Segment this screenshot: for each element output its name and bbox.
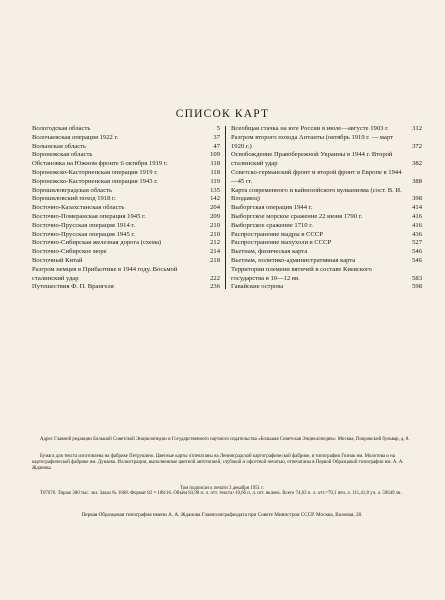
map-entry-title: Восточно-Казахстанская область (32, 204, 125, 212)
map-entry-title: Выборгская операция 1944 г. (231, 204, 313, 212)
map-entry-page: 37 (213, 133, 220, 141)
map-entry (231, 248, 422, 257)
map-entry (231, 169, 422, 187)
map-entry-title: Разгром второго похода Антанты (октябрь 1919 г. — март 1920 г.) (231, 133, 393, 150)
map-entry-title: Ворошиловский поход 1918 г. (32, 195, 116, 203)
map-entry-page: 436 (412, 230, 422, 238)
map-entry (231, 239, 422, 248)
column-divider (225, 126, 226, 289)
map-entry (32, 222, 220, 231)
map-entry-title: Путешествия Ф. П. Врангеля (32, 283, 114, 291)
map-entry (32, 204, 220, 213)
map-entry-title: Советско-германский фронт и второй фронт в Европе в 1944—45 гг. (231, 168, 402, 185)
signed-text: Том подписан к печати 3 декабря 1951 г. (180, 486, 264, 491)
map-entry-title: Восточно-Сибирская железная дорога (схема) (32, 239, 162, 247)
print-specs (32, 491, 412, 497)
map-entry-page: 210 (210, 221, 220, 229)
map-entry-page: 416 (412, 212, 422, 220)
map-entry (231, 266, 422, 284)
map-entry-title: Вьетнам, физическая карта (231, 248, 308, 256)
map-entry (32, 160, 220, 169)
map-entry-page: 583 (412, 274, 422, 282)
map-entry-page: 222 (210, 274, 220, 282)
map-entry-title: Воронежско-Касторненская операция 1943 г. (32, 177, 158, 185)
map-entry-page: 135 (210, 186, 220, 194)
map-entry (32, 178, 220, 187)
map-entry-page: 210 (210, 230, 220, 238)
map-entry (32, 134, 220, 143)
map-list-left-column (32, 125, 220, 292)
map-entry-page: 109 (210, 151, 220, 159)
printer-text: Первая Образцовая типография имени А. А. Жданова Главполиграфиздата при Совете Министров СССР. Москва, Валовая, 28. (81, 512, 363, 518)
map-entry-page: 372 (412, 142, 422, 150)
map-entry (231, 204, 422, 213)
map-entry (231, 231, 422, 240)
map-entry-page: 416 (412, 221, 422, 229)
map-entry-title: Вологодская область (32, 125, 91, 132)
map-entry (231, 222, 422, 231)
map-list-right-column (231, 125, 422, 292)
map-entry (32, 248, 220, 257)
map-entry-title: Выборгское сражение 1710 г. (231, 221, 313, 229)
map-entry-page: 527 (412, 239, 422, 247)
map-entry-title: Восточно-Прусская операция 1914 г. (32, 221, 136, 229)
page-title: СПИСОК КАРТ (175, 108, 270, 120)
map-entry-page: 118 (210, 168, 220, 176)
map-entry (231, 213, 422, 222)
map-entry-title: Волочаевская операция 1922 г. (32, 133, 119, 141)
map-entry-title: Освобождение Правобережной Украины в 1944 г. Второй сталинский удар (231, 151, 393, 168)
map-entry-title: Территории племени вятичей в составе Киевского государства в 10—12 вв. (231, 265, 372, 282)
map-entry (231, 151, 422, 169)
map-entry-title: Воронежская область (32, 151, 93, 159)
publisher-address (32, 437, 412, 443)
printer-note (32, 512, 412, 518)
map-entry-page: 598 (412, 283, 422, 291)
map-entry (32, 257, 220, 266)
map-entry-title: Всеобщая стачка на юге России в июле—августе 1903 г. (231, 125, 389, 132)
map-entry-title: Разгром немцев в Прибалтике в 1944 году. Восьмой сталинский удар (32, 265, 178, 282)
address-text: Адрес Главной редакции Большой Советской Энциклопедии и Государственного научного издательства «Большая Советская Энциклопедия»: Москва, Покровский бульвар, д. 8. (40, 437, 410, 442)
map-entry (32, 283, 220, 292)
map-entry-page: 236 (210, 283, 220, 291)
map-entry-page: 214 (210, 248, 220, 256)
map-entry-title: Восточно-Померанская операция 1945 г. (32, 212, 146, 220)
map-entry (32, 187, 220, 196)
map-entry-title: Вьетнам, политико-административная карта (231, 256, 356, 264)
map-entry (32, 143, 220, 152)
map-entry (32, 195, 220, 204)
map-entry-title: Обстановка на Южном фронте 6 октября 1919 г. (32, 160, 168, 168)
map-entry-page: 546 (412, 256, 422, 264)
map-entry (231, 283, 422, 292)
map-entry-page: 218 (210, 256, 220, 264)
map-entry-page: 546 (412, 248, 422, 256)
map-entry-title: Распространение выхухоли в СССР (231, 239, 332, 247)
map-entry-page: 212 (210, 239, 220, 247)
map-entry-title: Гавайские острова (231, 283, 284, 291)
map-entry (32, 266, 220, 284)
map-entry-page: 312 (412, 125, 422, 132)
map-entry-title: Волынская область (32, 142, 87, 150)
map-entry-page: 119 (210, 177, 220, 185)
map-entry-title: Ворошиловградская область (32, 186, 113, 194)
map-entry (32, 151, 220, 160)
map-entry-title: Распространение выдры в СССР (231, 230, 323, 238)
map-entry (32, 125, 220, 134)
map-entry (32, 213, 220, 222)
map-entry (231, 134, 422, 152)
map-entry (32, 231, 220, 240)
map-entry-title: Восточный Китай (32, 256, 83, 264)
map-entry-title: Восточно-Сибирское море (32, 248, 107, 256)
map-entry-title: Карта современного и кайнозойского вулканизма (сост. В. И. Влодавец) (231, 186, 402, 203)
map-entry-page: 118 (210, 160, 220, 168)
paper-note (32, 454, 412, 472)
map-entry-page: 398 (412, 195, 422, 203)
map-entry (231, 125, 422, 134)
map-entry (231, 257, 422, 266)
map-entry-title: Выборгское морское сражение 22 июня 1790 г. (231, 212, 363, 220)
specs-text: Т07076. Тираж 300 тыс. экз. Заказ № 1668. Формат 82 × 108/16. Объём 83,98 п. л. отт. текста+10,66 п. л. отт. вклеек. Всего 74,63 п. л. отт.=79,1 печ. л. 111,41,8 уч. л. 59649 зн. (40, 491, 402, 496)
map-entry-page: 5 (216, 125, 220, 132)
map-entry (32, 239, 220, 248)
paper-text: Бумага для текста изготовлена на фабрике Петрушино. Цветные карты отпечатаны на Ленинградской картографической фабрике, в типографии Гознак им. Молотова и на картографической фабрике им. Дунаева. Иллюстрации, выполненные цветной автотипией, глубокой и офсетной печатью, отпечатаны в Первой Образцовой типографии им. А. А. Жданова. (32, 454, 404, 472)
map-entry-page: 209 (210, 212, 220, 220)
map-entry (231, 187, 422, 205)
map-entry-page: 414 (412, 204, 422, 212)
map-entry-page: 388 (412, 177, 422, 185)
map-entry-page: 47 (213, 142, 220, 150)
map-entry (32, 169, 220, 178)
map-entry-title: Восточно-Прусская операция 1945 г. (32, 230, 136, 238)
map-entry-page: 382 (412, 160, 422, 168)
map-entry-title: Воронежско-Касторненская операция 1919 г. (32, 168, 158, 176)
map-entry-page: 204 (210, 204, 220, 212)
map-entry-page: 142 (210, 195, 220, 203)
